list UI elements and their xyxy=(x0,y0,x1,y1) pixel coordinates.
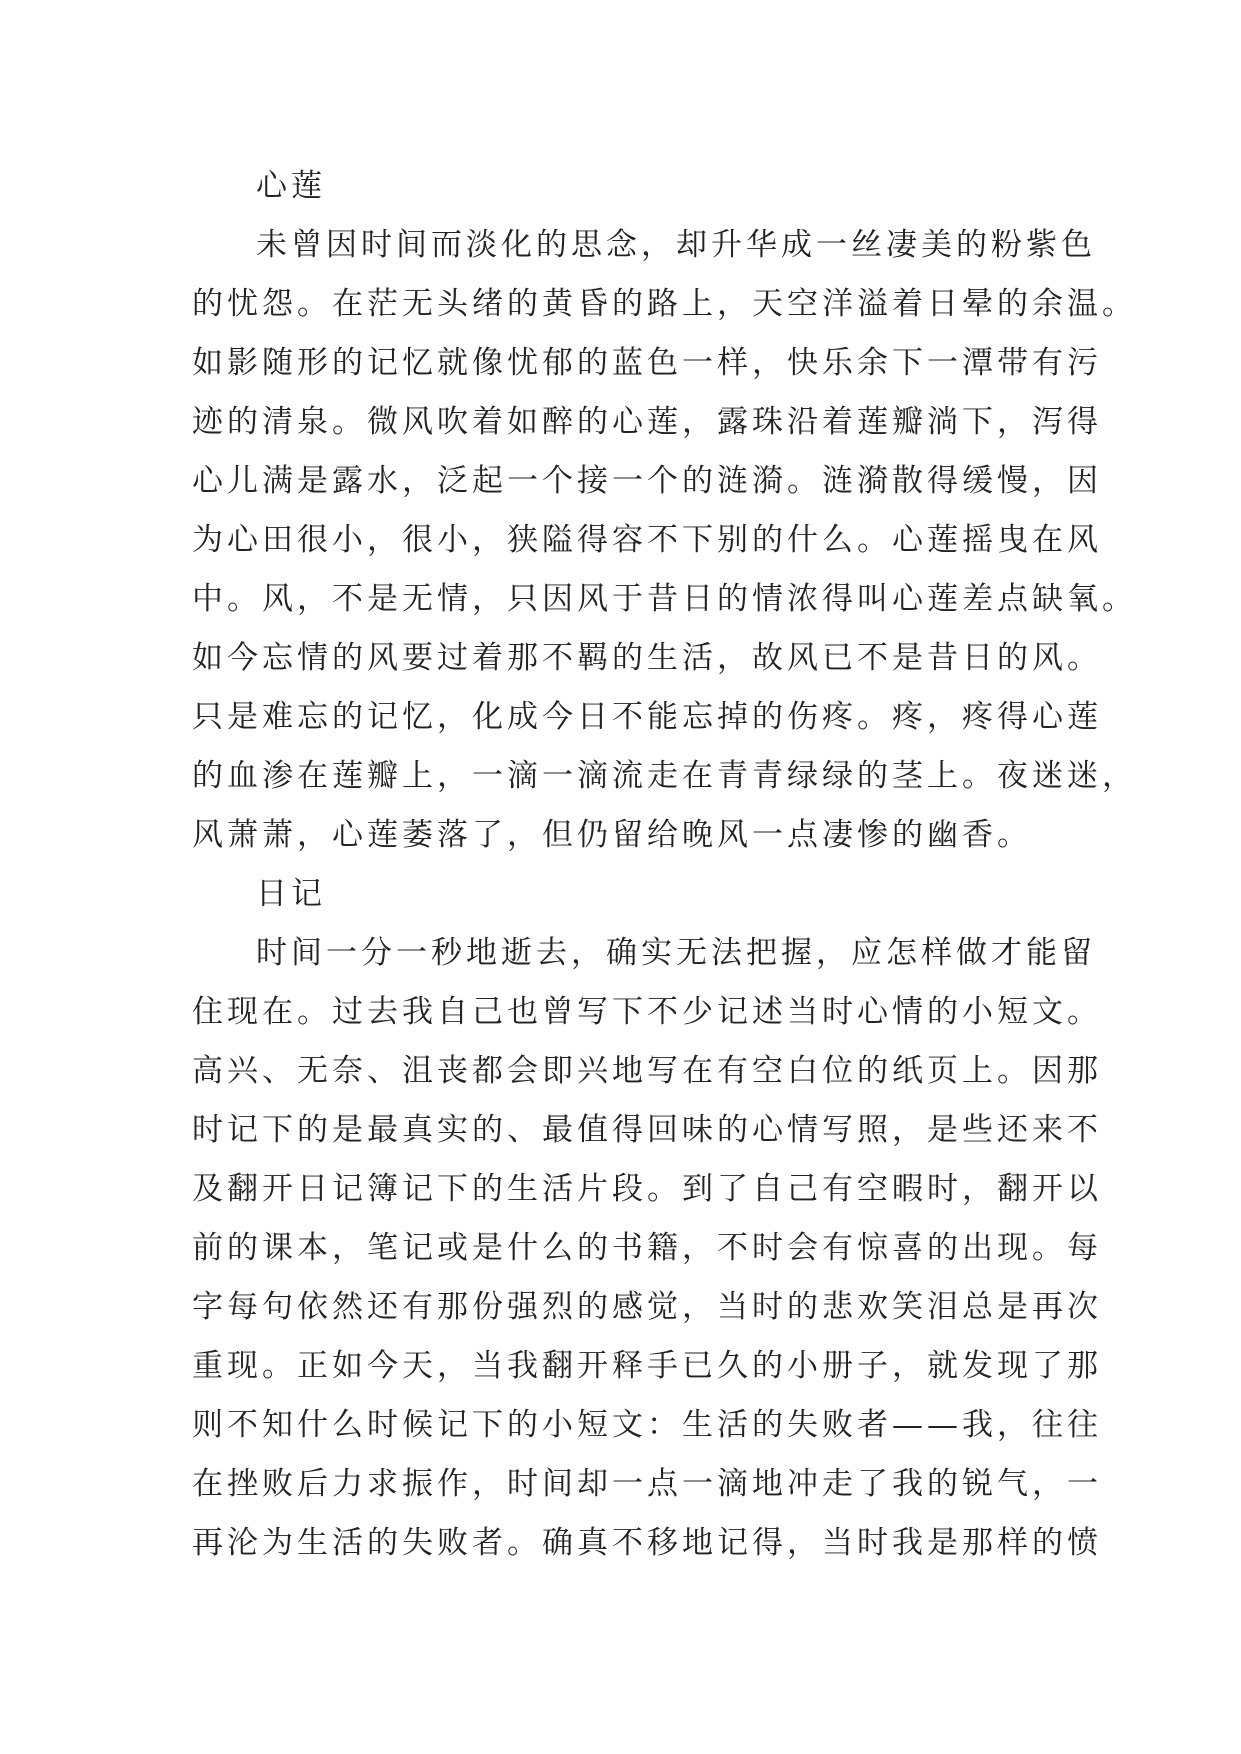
section-title-xinlian: 心莲 xyxy=(256,168,326,204)
paragraph-line: 只是难忘的记忆，化成今日不能忘掉的伤疼。疼，疼得心莲 xyxy=(192,699,1102,735)
paragraph-line: 在挫败后力求振作，时间却一点一滴地冲走了我的锐气，一 xyxy=(192,1466,1102,1502)
paragraph-line: 心儿满是露水，泛起一个接一个的涟漪。涟漪散得缓慢，因 xyxy=(192,463,1102,499)
paragraph-line: 如影随形的记忆就像忧郁的蓝色一样，快乐余下一潭带有污 xyxy=(192,345,1102,381)
paragraph-line: 时间一分一秒地逝去，确实无法把握，应怎样做才能留 xyxy=(256,935,1096,971)
paragraph-line: 中。风，不是无情，只因风于昔日的情浓得叫心莲差点缺氧。 xyxy=(192,581,1137,617)
paragraph-line: 未曾因时间而淡化的思念，却升华成一丝凄美的粉紫色 xyxy=(256,227,1096,263)
paragraph-line: 时记下的是最真实的、最值得回味的心情写照，是些还来不 xyxy=(192,1112,1102,1148)
paragraph-line: 高兴、无奈、沮丧都会即兴地写在有空白位的纸页上。因那 xyxy=(192,1053,1102,1089)
paragraph-line: 如今忘情的风要过着那不羁的生活，故风已不是昔日的风。 xyxy=(192,640,1102,676)
paragraph-line: 风萧萧，心莲萎落了，但仍留给晚风一点凄惨的幽香。 xyxy=(192,817,1032,853)
paragraph-line: 住现在。过去我自己也曾写下不少记述当时心情的小短文。 xyxy=(192,994,1102,1030)
paragraph-line: 及翻开日记簿记下的生活片段。到了自己有空暇时，翻开以 xyxy=(192,1171,1102,1207)
section-title-riji: 日记 xyxy=(256,876,326,912)
paragraph-line: 迹的清泉。微风吹着如醉的心莲，露珠沿着莲瓣淌下，泻得 xyxy=(192,404,1102,440)
paragraph-line: 为心田很小，很小，狭隘得容不下别的什么。心莲摇曳在风 xyxy=(192,522,1102,558)
document-body xyxy=(192,157,1137,1573)
paragraph-line: 则不知什么时候记下的小短文：生活的失败者——我，往往 xyxy=(192,1407,1102,1443)
paragraph-line: 的忧怨。在茫无头绪的黄昏的路上，天空洋溢着日晕的余温。 xyxy=(192,286,1137,322)
paragraph-line: 的血渗在莲瓣上，一滴一滴流走在青青绿绿的茎上。夜迷迷， xyxy=(192,758,1137,794)
paragraph-line: 前的课本，笔记或是什么的书籍，不时会有惊喜的出现。每 xyxy=(192,1230,1102,1266)
paragraph-line: 重现。正如今天，当我翻开释手已久的小册子，就发现了那 xyxy=(192,1348,1102,1384)
paragraph-line: 再沦为生活的失败者。确真不移地记得，当时我是那样的愤 xyxy=(192,1525,1102,1561)
paragraph-line: 字每句依然还有那份强烈的感觉，当时的悲欢笑泪总是再次 xyxy=(192,1289,1102,1325)
